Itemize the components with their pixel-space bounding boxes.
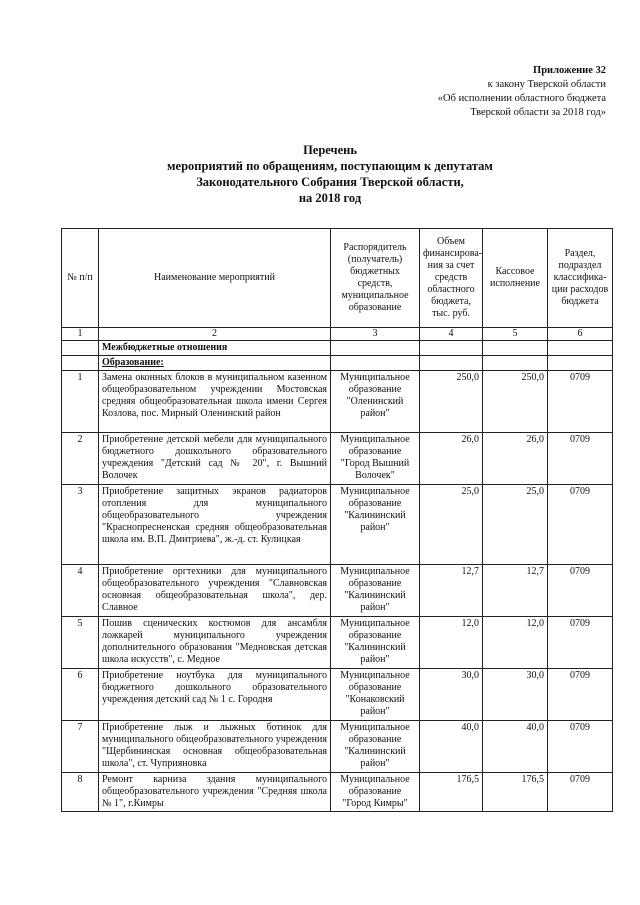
row-manager: Муниципальное образование "Калининский район"	[331, 721, 420, 773]
empty-cell	[548, 341, 613, 356]
subsection-title: Образование:	[99, 356, 331, 371]
appendix-number: Приложение 32	[533, 65, 606, 76]
table-row	[62, 669, 613, 721]
row-manager: Муниципальное образование "Калининский район"	[331, 617, 420, 669]
row-manager: Муниципальное образование "Город Вышний Волочек"	[331, 433, 420, 485]
row-cash: 25,0	[483, 485, 548, 565]
row-manager: Муниципальное образование "Город Кимры"	[331, 773, 420, 812]
row-num: 8	[62, 773, 99, 812]
col-number: 2	[99, 328, 331, 341]
appendix-line-2: «Об исполнении областного бюджета	[437, 93, 606, 104]
row-name: Приобретение оргтехники для муниципального общеобразовательного учреждения "Славновская основная общеобразовательная школа", дер. Славное	[99, 565, 331, 617]
col-number: 6	[548, 328, 613, 341]
row-cash: 30,0	[483, 669, 548, 721]
row-volume: 250,0	[420, 371, 483, 433]
table-row	[62, 371, 613, 433]
measures-table	[61, 228, 613, 812]
table-row	[62, 433, 613, 485]
title-line-4: на 2018 год	[298, 191, 362, 205]
table-row	[62, 773, 613, 812]
row-code: 0709	[548, 721, 613, 773]
row-num: 1	[62, 371, 99, 433]
table-row	[62, 565, 613, 617]
row-num: 4	[62, 565, 99, 617]
empty-cell	[331, 356, 420, 371]
row-num: 3	[62, 485, 99, 565]
table-row	[62, 617, 613, 669]
row-name: Ремонт карниза здания муниципального общеобразовательного учреждения "Средняя школа № 1", г.Кимры	[99, 773, 331, 812]
col-number: 5	[483, 328, 548, 341]
empty-cell	[62, 341, 99, 356]
row-volume: 26,0	[420, 433, 483, 485]
appendix-line-3: Тверской области за 2018 год»	[470, 107, 606, 118]
row-manager: Муниципальное образование "Конаковский район"	[331, 669, 420, 721]
appendix-line-1: к закону Тверской области	[487, 79, 606, 90]
row-volume: 12,0	[420, 617, 483, 669]
title-line-2: мероприятий по обращениям, поступающим к депутатам	[167, 159, 493, 173]
document-title	[150, 142, 510, 206]
row-name: Замена оконных блоков в муниципальном казенном общеобразовательном учреждении Мостовская средняя общеобразовательная школа имени Сергея Козлова, пос. Мирный Оленинский район	[99, 371, 331, 433]
row-name: Приобретение детской мебели для муниципального бюджетного дошкольного образовательного учреждения "Детский сад № 20", г. Вышний Волочек	[99, 433, 331, 485]
row-num: 7	[62, 721, 99, 773]
row-volume: 30,0	[420, 669, 483, 721]
row-num: 2	[62, 433, 99, 485]
subsection-row	[62, 356, 613, 371]
header-volume: Объем финансирова-ния за счет средств областного бюджета, тыс. руб.	[420, 229, 483, 328]
column-numbers-row	[62, 328, 613, 341]
row-code: 0709	[548, 485, 613, 565]
row-code: 0709	[548, 433, 613, 485]
title-line-3: Законодательного Собрания Тверской области,	[196, 175, 464, 189]
table-header-row	[62, 229, 613, 328]
empty-cell	[548, 356, 613, 371]
empty-cell	[483, 356, 548, 371]
empty-cell	[420, 341, 483, 356]
row-num: 6	[62, 669, 99, 721]
table-row	[62, 721, 613, 773]
header-num: № п/п	[62, 229, 99, 328]
appendix-block	[438, 64, 606, 120]
row-volume: 12,7	[420, 565, 483, 617]
title-line-1: Перечень	[303, 143, 357, 157]
row-cash: 176,5	[483, 773, 548, 812]
empty-cell	[62, 356, 99, 371]
section-row	[62, 341, 613, 356]
empty-cell	[483, 341, 548, 356]
header-manager: Распорядитель (получатель) бюджетных средств, муниципальное образование	[331, 229, 420, 328]
row-volume: 25,0	[420, 485, 483, 565]
row-name: Приобретение защитных экранов радиаторов отопления для муниципального общеобразовательного учреждения "Краснопресненская средняя общеобразовательная школа им. В.П. Дмитриева", ж.-д. ст. Кулицкая	[99, 485, 331, 565]
row-manager: Муниципальное образование "Оленинский район"	[331, 371, 420, 433]
row-volume: 176,5	[420, 773, 483, 812]
row-cash: 26,0	[483, 433, 548, 485]
row-code: 0709	[548, 773, 613, 812]
header-name: Наименование мероприятий	[99, 229, 331, 328]
row-code: 0709	[548, 565, 613, 617]
section-title: Межбюджетные отношения	[99, 341, 331, 356]
row-code: 0709	[548, 669, 613, 721]
row-cash: 40,0	[483, 721, 548, 773]
row-code: 0709	[548, 617, 613, 669]
row-code: 0709	[548, 371, 613, 433]
row-manager: Муниципальное образование "Калининский район"	[331, 485, 420, 565]
row-cash: 12,7	[483, 565, 548, 617]
table-row	[62, 485, 613, 565]
row-cash: 12,0	[483, 617, 548, 669]
empty-cell	[331, 341, 420, 356]
header-section: Раздел, подраздел классифика-ции расходов бюджета	[548, 229, 613, 328]
row-manager: Муниципальное образование "Калининский район"	[331, 565, 420, 617]
col-number: 1	[62, 328, 99, 341]
col-number: 3	[331, 328, 420, 341]
empty-cell	[420, 356, 483, 371]
row-name: Приобретение ноутбука для муниципального бюджетного дошкольного образовательного учреждения детский сад № 1 с. Городня	[99, 669, 331, 721]
header-cash: Кассовое исполнение	[483, 229, 548, 328]
row-volume: 40,0	[420, 721, 483, 773]
col-number: 4	[420, 328, 483, 341]
row-name: Пошив сценических костюмов для ансамбля ложкарей муниципального учреждения дополнительного образования "Медновская детская школа искусств", с. Медное	[99, 617, 331, 669]
row-cash: 250,0	[483, 371, 548, 433]
row-num: 5	[62, 617, 99, 669]
row-name: Приобретение лыж и лыжных ботинок для муниципального общеобразовательного учреждения "Щербининская основная общеобразовательная школа", ст. Чуприяновка	[99, 721, 331, 773]
